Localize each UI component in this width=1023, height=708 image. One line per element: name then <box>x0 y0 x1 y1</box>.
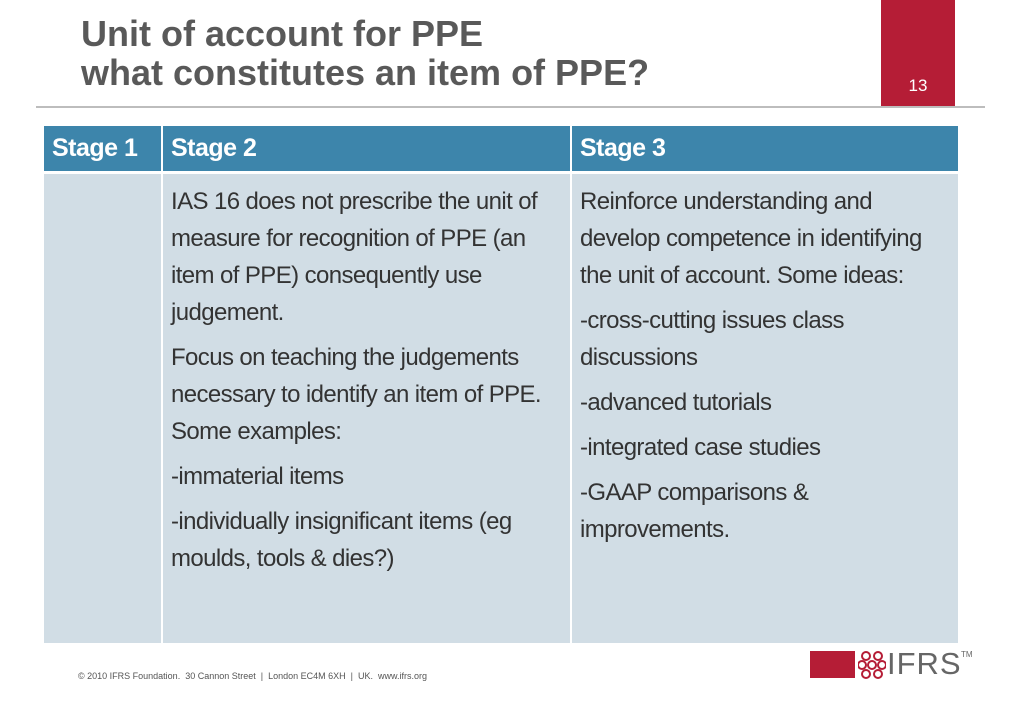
title-line-1: Unit of account for PPE <box>81 13 484 54</box>
stage-3-paragraph: -GAAP comparisons & improvements. <box>580 479 809 543</box>
stage-3-paragraph: -advanced tutorials <box>580 389 772 416</box>
title-divider <box>36 106 985 108</box>
stage-2-paragraph: Focus on teaching the judgements necessary to identify an item of PPE. Some examples: <box>171 344 541 445</box>
header-stage-3: Stage 3 <box>571 126 959 173</box>
page-number-tab <box>881 0 955 106</box>
ifrs-logo-text: IFRS <box>887 646 962 681</box>
footer-copyright: © 2010 IFRS Foundation. 30 Cannon Street | London EC4M 6XH | UK. www.ifrs.org <box>78 671 427 681</box>
stage-2-paragraph: -immaterial items <box>171 463 344 490</box>
stage-1-cell <box>43 173 162 644</box>
ifrs-logo-bar <box>810 651 855 678</box>
table-row <box>43 173 959 644</box>
stage-2-cell <box>162 173 571 644</box>
ifrs-flower-icon <box>858 650 886 680</box>
header-stage-2: Stage 2 <box>162 126 571 173</box>
stage-3-paragraph: -integrated case studies <box>580 434 821 461</box>
slide-title <box>81 14 861 92</box>
stage-3-cell <box>571 173 959 644</box>
stage-3-paragraph: -cross-cutting issues class discussions <box>580 307 844 371</box>
stage-3-paragraph: Reinforce understanding and develop competence in identifying the unit of account. Some ideas: <box>580 188 922 289</box>
stages-table <box>42 126 960 643</box>
title-line-2: what constitutes an item of PPE? <box>81 52 650 93</box>
ifrs-logo-tm: TM <box>961 650 973 659</box>
header-stage-1: Stage 1 <box>43 126 162 173</box>
page-number: 13 <box>908 76 928 95</box>
table-header-row <box>43 126 959 173</box>
stage-2-paragraph: -individually insignificant items (eg moulds, tools & dies?) <box>171 508 512 572</box>
stage-2-paragraph: IAS 16 does not prescribe the unit of measure for recognition of PPE (an item of PPE) consequently use judgement. <box>171 188 538 326</box>
